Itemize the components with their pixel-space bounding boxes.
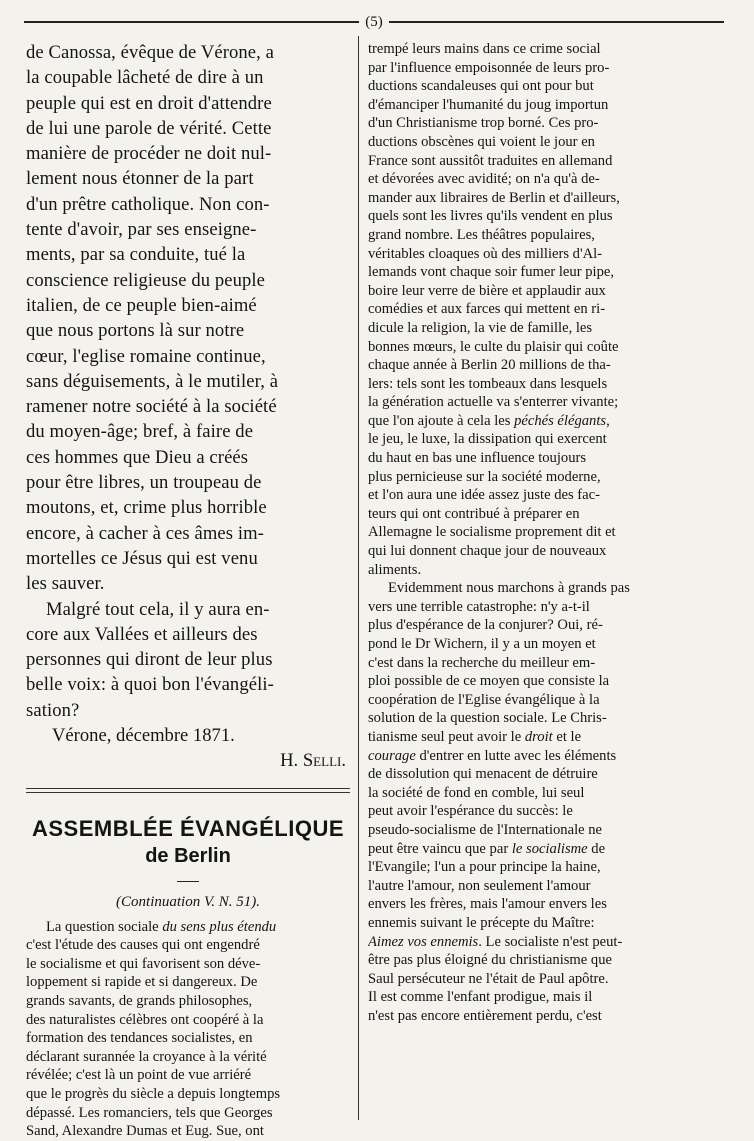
text-line — [368, 858, 688, 877]
text-segment: chaque année à Berlin 20 millions de tha- — [368, 357, 611, 374]
signature — [26, 723, 350, 774]
right-paragraph-2 — [368, 579, 688, 1025]
text-segment: ennemis suivant le précepte du Maître: — [368, 914, 595, 931]
text-line — [368, 691, 688, 710]
text-segment: Il est comme l'enfant prodigue, mais il — [368, 989, 593, 1006]
text-segment: mander aux libraires de Berlin et d'ailleurs, — [368, 189, 620, 206]
italic-text: péchés élégants — [514, 412, 607, 429]
article-paragraph — [26, 918, 350, 1141]
text-line — [368, 728, 688, 747]
text-line: italien, de ce peuple bien-aimé — [26, 294, 257, 316]
text-segment: Allemagne le socialisme proprement dit et — [368, 524, 616, 541]
text-line: encore, à cacher à ces âmes im- — [26, 522, 264, 544]
text-line — [368, 114, 688, 133]
text-line — [368, 300, 688, 319]
text-segment: lemands vont chaque soir fumer leur pipe, — [368, 264, 614, 281]
text-segment: solution de la question sociale. Le Chris- — [368, 710, 607, 727]
text-segment: de dissolution qui menacent de détruire — [368, 766, 598, 783]
text-line — [368, 356, 688, 375]
text-segment: et l'on aura une idée assez juste des fac- — [368, 487, 600, 504]
text-segment: Sand, Alexandre Dumas et Eug. Sue, ont — [26, 1123, 264, 1140]
text-segment: être pas plus éloigné du christianisme que — [368, 952, 612, 969]
text-segment: bonnes mœurs, le culte du plaisir qui coûte — [368, 338, 619, 355]
left-paragraph-1 — [26, 40, 350, 597]
text-segment: formation des tendances socialistes, en — [26, 1030, 253, 1047]
text-line — [368, 189, 688, 208]
text-segment: c'est l'étude des causes qui ont engendré — [26, 937, 260, 954]
text-line — [368, 412, 688, 431]
text-line: cœur, l'eglise romaine continue, — [26, 345, 266, 367]
text-line — [26, 936, 350, 955]
text-segment: quels sont les livres qu'ils vendent en plus — [368, 208, 613, 225]
text-line: du moyen-âge; bref, à faire de — [26, 421, 254, 443]
text-segment: d'émanciper l'humanité du joug importun — [368, 96, 609, 113]
italic-text: du sens plus étendu — [162, 918, 277, 935]
text-line: que nous portons là sur notre — [26, 320, 245, 342]
text-segment: ductions scandaleuses qui ont pour but — [368, 78, 594, 95]
continuation-note: (Continuation V. N. 51). — [116, 893, 260, 910]
text-line — [368, 951, 688, 970]
section-separator — [26, 788, 350, 793]
text-line: tente d'avoir, par ses enseigne- — [26, 219, 257, 241]
text-line: manière de procéder ne doit nul- — [26, 143, 272, 165]
text-line: les sauver. — [26, 573, 105, 595]
italic-text: Aimez vos ennemis — [368, 933, 479, 950]
text-line — [368, 895, 688, 914]
text-line — [368, 840, 688, 859]
text-line — [368, 821, 688, 840]
text-line — [368, 877, 688, 896]
text-segment: pseudo-socialisme de l'Internationale ne — [368, 821, 603, 838]
article-title: ASSEMBLÉE ÉVANGÉLIQUE — [31, 815, 345, 841]
text-line — [368, 747, 688, 766]
text-segment: et dévorées avec avidité; on n'a qu'à de- — [368, 171, 600, 188]
text-line — [368, 616, 688, 635]
text-line — [368, 579, 688, 598]
text-line: ramener notre société à la société — [26, 396, 277, 418]
text-line — [368, 635, 688, 654]
text-segment: , — [606, 412, 610, 429]
text-line — [368, 654, 688, 673]
text-line — [26, 1011, 350, 1030]
text-segment: d'un Christianisme trop borné. Ces pro- — [368, 115, 599, 132]
text-segment: de — [587, 840, 606, 857]
text-segment: le jeu, le luxe, la dissipation qui exercent — [368, 431, 607, 448]
text-segment: n'est pas encore entièrement perdu, c'est — [368, 1007, 602, 1024]
text-line: core aux Vallées et ailleurs des — [26, 623, 258, 645]
text-line — [368, 207, 688, 226]
text-segment: Evidemment nous marchons à grands pas — [388, 580, 630, 597]
text-segment: du haut en bas une influence toujours — [368, 450, 587, 467]
text-line: pour être libres, un troupeau de — [26, 472, 262, 494]
signature-name — [26, 748, 350, 773]
right-paragraph-1 — [368, 40, 688, 579]
text-segment: ploi possible de ce moyen que consiste la — [368, 673, 610, 690]
text-segment: lers: tels sont les tombeaux dans lesquels — [368, 375, 608, 392]
text-segment: tianisme seul peut avoir le — [368, 728, 525, 745]
article-subtitle: de Berlin — [145, 844, 231, 867]
article-heading — [26, 815, 350, 869]
text-line: Malgré tout cela, il y aura en- — [46, 598, 270, 620]
signature-initial: H. — [280, 750, 299, 772]
text-segment: par l'influence empoisonnée de leurs pro- — [368, 59, 610, 76]
text-line — [26, 1085, 350, 1104]
text-segment: que l'on ajoute à cela les — [368, 412, 515, 429]
text-segment: aliments. — [368, 561, 422, 578]
page-number: (5) — [365, 14, 383, 30]
text-line — [368, 784, 688, 803]
text-line — [368, 970, 688, 989]
italic-text: droit — [524, 728, 553, 745]
text-segment: Saul persécuteur ne l'était de Paul apôtre. — [368, 970, 609, 987]
text-line — [368, 319, 688, 338]
right-column — [368, 40, 688, 1025]
text-line — [368, 152, 688, 171]
text-line — [368, 338, 688, 357]
text-line: d'un prêtre catholique. Non con- — [26, 193, 270, 215]
text-line: moutons, et, crime plus horrible — [26, 497, 267, 519]
text-segment: boire leur verre de bière et applaudir aux — [368, 282, 606, 299]
text-line — [26, 1048, 350, 1067]
text-segment: c'est dans la recherche du meilleur em- — [368, 654, 596, 671]
text-line — [368, 468, 688, 487]
text-segment: grand nombre. Les théâtres populaires, — [368, 226, 595, 243]
text-line — [368, 375, 688, 394]
text-line — [368, 245, 688, 264]
text-segment: l'Evangile; l'un a pour principe la haine, — [368, 859, 601, 876]
text-line — [368, 914, 688, 933]
text-line — [26, 973, 350, 992]
text-line — [26, 1029, 350, 1048]
text-line — [368, 598, 688, 617]
text-line: ces hommes que Dieu a créés — [26, 446, 249, 468]
text-segment: dépassé. Les romanciers, tels que Georges — [26, 1104, 273, 1121]
left-paragraph-2 — [26, 597, 350, 723]
italic-text: le socialisme — [511, 840, 588, 857]
signature-date: Vérone, décembre 1871. — [52, 725, 235, 747]
text-line — [368, 933, 688, 952]
text-line: la coupable lâcheté de dire à un — [26, 67, 264, 89]
text-line — [368, 96, 688, 115]
text-line — [26, 992, 350, 1011]
text-line — [368, 561, 688, 580]
text-line — [26, 918, 350, 937]
text-segment: qui lui donnent chaque jour de nouveaux — [368, 543, 607, 560]
text-line — [368, 1007, 688, 1026]
text-line — [368, 393, 688, 412]
text-line — [368, 59, 688, 78]
text-segment: . Le socialiste n'est peut- — [478, 933, 623, 950]
text-segment: teurs qui ont contribué à préparer en — [368, 505, 580, 522]
text-segment: La question sociale — [46, 918, 163, 935]
text-line — [368, 77, 688, 96]
text-line — [368, 486, 688, 505]
text-segment: dicule la religion, la vie de famille, les — [368, 319, 593, 336]
text-line — [26, 1122, 350, 1141]
text-segment: ductions obscènes qui voient le jour en — [368, 133, 595, 150]
text-line — [368, 430, 688, 449]
text-segment: comédies et aux farces qui mettent en ri- — [368, 301, 606, 318]
signature-surname: Selli. — [302, 750, 346, 772]
text-line: conscience religieuse du peuple — [26, 269, 266, 291]
text-line — [368, 542, 688, 561]
text-line — [368, 523, 688, 542]
text-line — [368, 988, 688, 1007]
text-line — [368, 40, 688, 59]
text-segment: vers une terrible catastrophe: n'y a-t-il — [368, 598, 590, 615]
text-line — [26, 1066, 350, 1085]
text-segment: le socialisme et qui favorisent son déve- — [26, 955, 261, 972]
text-segment: France sont aussitôt traduites en allemand — [368, 152, 613, 169]
text-line — [368, 282, 688, 301]
text-line: de lui une parole de vérité. Cette — [26, 117, 272, 139]
text-segment: loppement si rapide et si dangereux. De — [26, 974, 258, 991]
text-line — [26, 1104, 350, 1123]
header-rule-left — [24, 21, 359, 23]
text-line — [368, 170, 688, 189]
text-segment: et le — [552, 728, 582, 745]
column-divider — [358, 36, 359, 1120]
text-line — [368, 226, 688, 245]
page-header — [24, 12, 724, 32]
text-line — [368, 505, 688, 524]
text-segment: grands savants, de grands philosophes, — [26, 992, 253, 1009]
text-segment: la génération actuelle va s'enterrer vivante; — [368, 394, 619, 411]
text-line — [368, 672, 688, 691]
text-line: peuple qui est en droit d'attendre — [26, 92, 272, 114]
text-line — [368, 133, 688, 152]
text-line: personnes qui diront de leur plus — [26, 649, 273, 671]
text-segment: envers les frères, mais l'amour envers les — [368, 896, 607, 913]
text-segment: plus d'espérance de la conjurer? Oui, ré- — [368, 617, 603, 634]
text-line — [368, 449, 688, 468]
text-segment: révélée; c'est là un point de vue arriéré — [26, 1067, 252, 1084]
header-rule-right — [389, 21, 724, 23]
text-segment: la société de fond en comble, lui seul — [368, 784, 585, 801]
text-segment: coopération de l'Eglise évangélique à la — [368, 691, 600, 708]
text-line: mortelles ce Jésus qui est venu — [26, 547, 258, 569]
text-segment: plus pernicieuse sur la société moderne, — [368, 468, 601, 485]
text-segment: des naturalistes célèbres ont coopéré à la — [26, 1011, 264, 1028]
text-segment: que le progrès du siècle a depuis longtemps — [26, 1085, 281, 1102]
left-column — [26, 40, 350, 1141]
text-line — [26, 955, 350, 974]
text-line — [368, 802, 688, 821]
italic-text: courage — [368, 747, 416, 764]
text-line: de Canossa, évêque de Vérone, a — [26, 42, 274, 63]
text-line: sans déguisements, à le mutiler, à — [26, 370, 279, 392]
text-line: ments, par sa conduite, tué la — [26, 244, 246, 266]
text-line — [368, 765, 688, 784]
text-segment: déclarant surannée la croyance à la vérité — [26, 1048, 267, 1065]
text-line — [368, 263, 688, 282]
text-segment: véritables cloaques où des milliers d'Al- — [368, 245, 603, 262]
text-line: lement nous étonner de la part — [26, 168, 254, 190]
text-segment: trempé leurs mains dans ce crime social — [368, 41, 601, 57]
text-segment: peut avoir l'espérance du succès: le — [368, 803, 573, 820]
text-line: sation? — [26, 699, 80, 721]
text-segment: peut être vaincu que par — [368, 840, 512, 857]
text-line: belle voix: à quoi bon l'évangéli- — [26, 674, 274, 696]
text-segment: l'autre l'amour, non seulement l'amour — [368, 877, 591, 894]
text-segment: pond le Dr Wichern, il y a un moyen et — [368, 636, 596, 652]
title-rule — [177, 881, 199, 882]
text-segment: d'entrer en lutte avec les éléments — [415, 747, 617, 764]
text-line — [368, 709, 688, 728]
